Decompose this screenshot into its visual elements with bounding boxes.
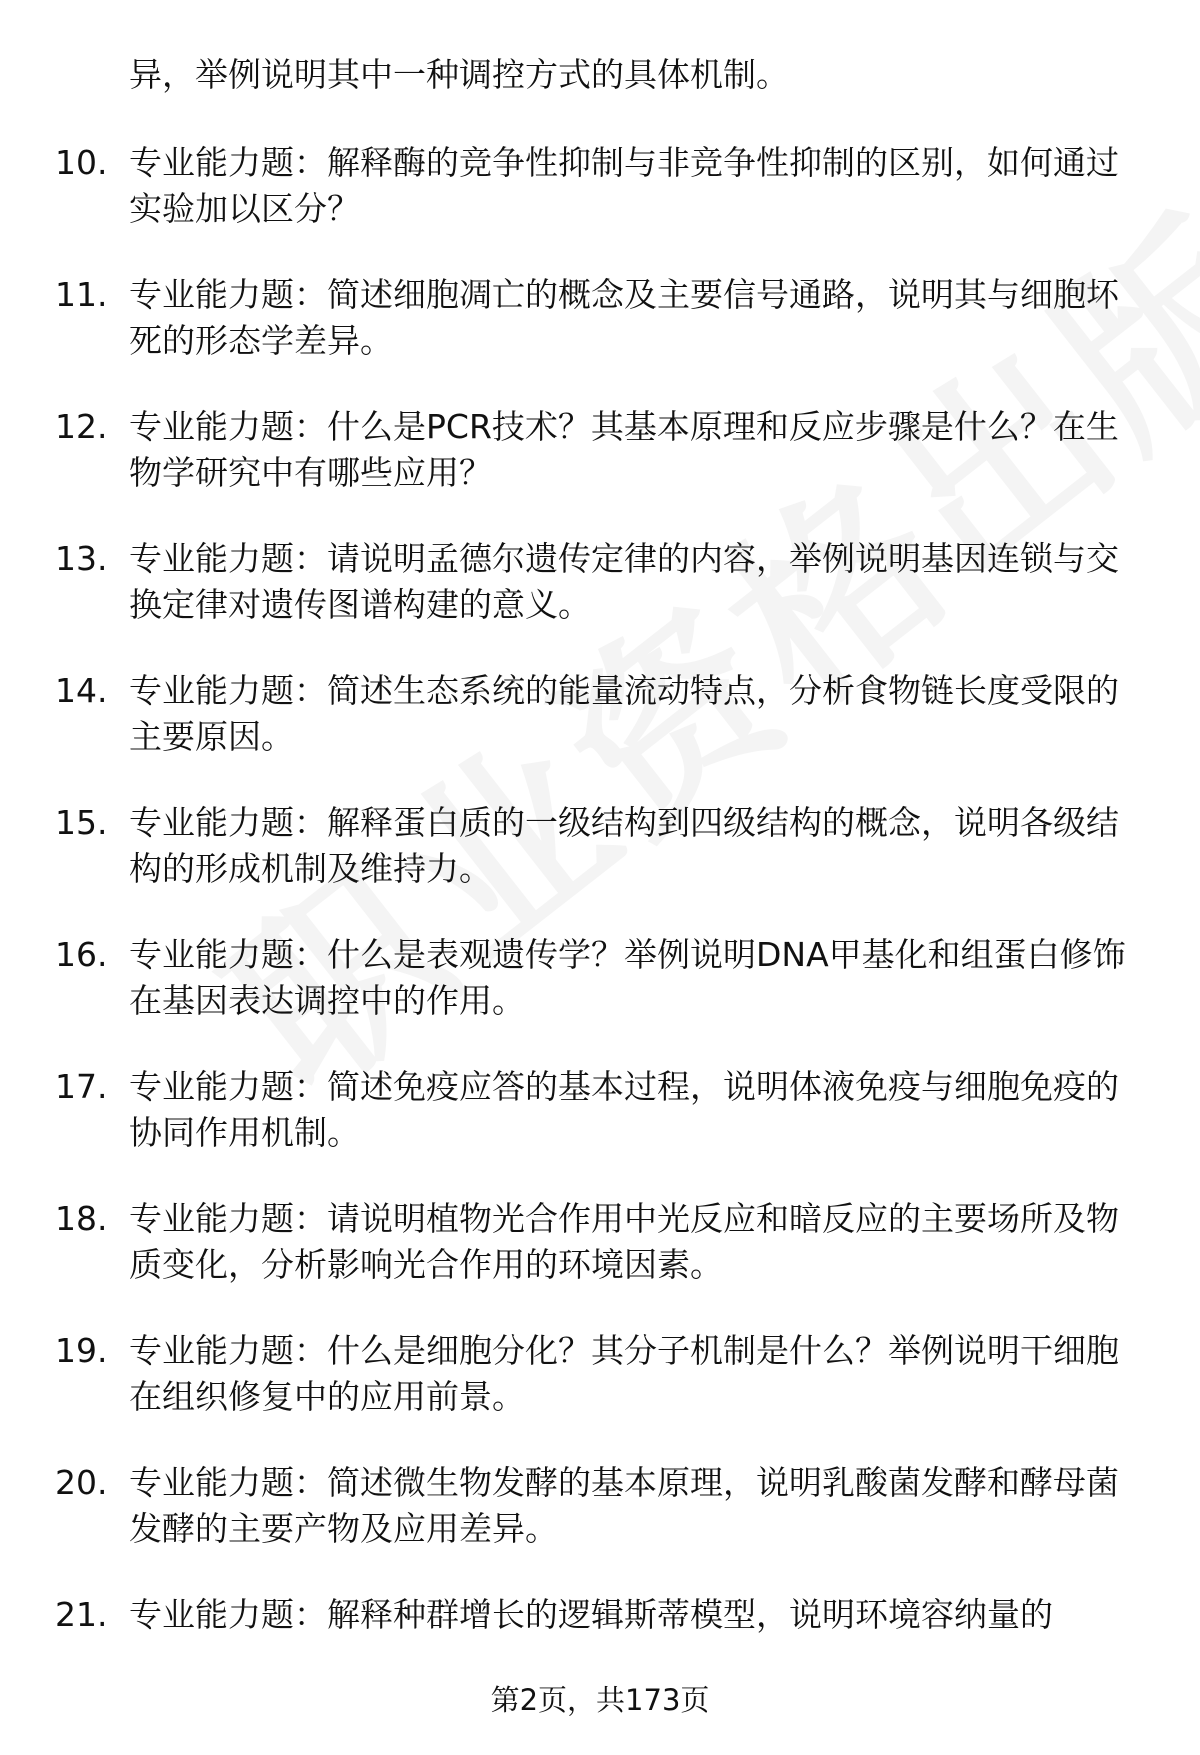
list-item <box>55 404 1145 496</box>
item-text: 专业能力题：请说明植物光合作用中光反应和暗反应的主要场所及物质变化，分析影响光合作用的环境因素。 <box>129 1199 1119 1284</box>
item-number: 13. <box>55 539 108 578</box>
item-number: 15. <box>55 803 108 842</box>
item-number: 14. <box>55 671 108 710</box>
item-text: 专业能力题：简述细胞凋亡的概念及主要信号通路，说明其与细胞坏死的形态学差异。 <box>129 275 1119 360</box>
item-number: 19. <box>55 1331 108 1370</box>
item-text: 专业能力题：简述生态系统的能量流动特点，分析食物链长度受限的主要原因。 <box>129 671 1119 756</box>
list-item <box>55 800 1145 892</box>
item-text: 专业能力题：解释酶的竞争性抑制与非竞争性抑制的区别，如何通过实验加以区分？ <box>129 143 1119 228</box>
list-item <box>55 1064 1145 1156</box>
list-item <box>55 1460 1145 1552</box>
list-item <box>55 1196 1145 1288</box>
item-text: 专业能力题：请说明孟德尔遗传定律的内容，举例说明基因连锁与交换定律对遗传图谱构建的意义。 <box>129 539 1119 624</box>
item-text: 专业能力题：简述免疫应答的基本过程，说明体液免疫与细胞免疫的协同作用机制。 <box>129 1067 1119 1152</box>
page-number: 第2页，共173页 <box>490 1683 710 1717</box>
question-list <box>55 52 1145 1678</box>
item-text: 专业能力题：解释种群增长的逻辑斯蒂模型，说明环境容纳量的 <box>129 1595 1053 1634</box>
item-number: 20. <box>55 1463 108 1502</box>
list-item <box>55 932 1145 1024</box>
list-item <box>55 140 1145 232</box>
list-item <box>55 1328 1145 1420</box>
item-text: 专业能力题：什么是细胞分化？其分子机制是什么？举例说明干细胞在组织修复中的应用前景。 <box>129 1331 1119 1416</box>
item-text: 专业能力题：简述微生物发酵的基本原理，说明乳酸菌发酵和酵母菌发酵的主要产物及应用差异。 <box>129 1463 1119 1548</box>
list-item <box>55 668 1145 760</box>
item-number: 18. <box>55 1199 108 1238</box>
item-number: 17. <box>55 1067 108 1106</box>
list-item <box>55 536 1145 628</box>
item-number: 10. <box>55 143 108 182</box>
item-number: 11. <box>55 275 108 314</box>
item-number: 12. <box>55 407 108 446</box>
item-text: 专业能力题：什么是表观遗传学？举例说明DNA甲基化和组蛋白修饰在基因表达调控中的作用。 <box>129 935 1126 1020</box>
item-text: 专业能力题：什么是PCR技术？其基本原理和反应步骤是什么？在生物学研究中有哪些应用？ <box>129 407 1119 492</box>
item-number: 16. <box>55 935 108 974</box>
item-number: 21. <box>55 1595 108 1634</box>
list-item <box>55 272 1145 364</box>
list-item <box>55 1592 1145 1638</box>
item-text: 专业能力题：解释蛋白质的一级结构到四级结构的概念，说明各级结构的形成机制及维持力。 <box>129 803 1119 888</box>
continued-text: 异，举例说明其中一种调控方式的具体机制。 <box>129 55 789 94</box>
